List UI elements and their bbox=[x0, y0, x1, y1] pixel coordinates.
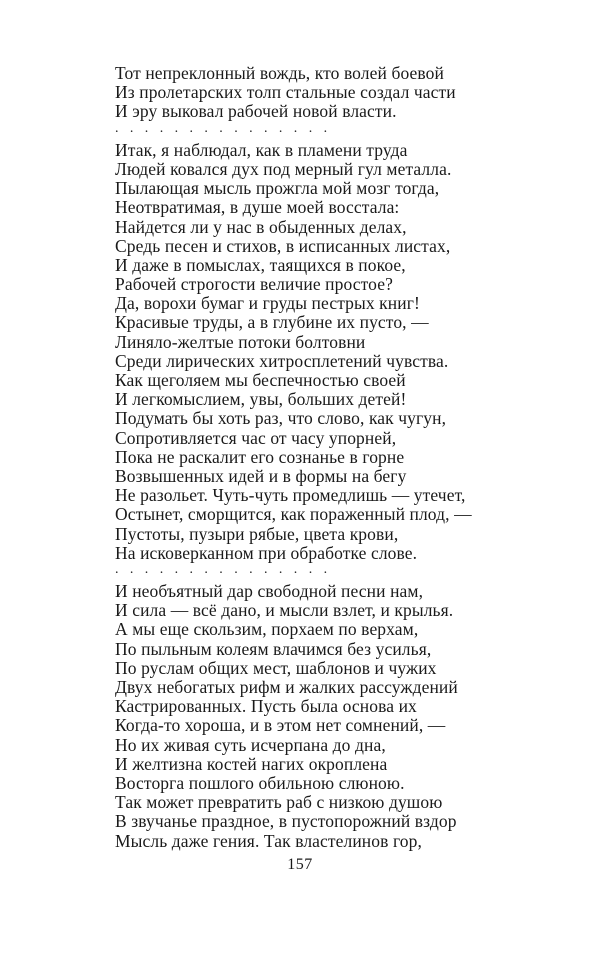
stanza-separator: ............... bbox=[115, 562, 339, 577]
page-number: 157 bbox=[287, 856, 313, 873]
poem-line: На исковерканном при обработке слове. bbox=[115, 542, 418, 563]
poem-line: Линяло-желтые потоки болтовни bbox=[115, 331, 366, 352]
poem-line: Но их живая суть исчерпана до дна, bbox=[115, 734, 386, 755]
poem-line: Красивые труды, а в глубине их пусто, — bbox=[115, 312, 429, 333]
poem-line: Когда-то хороша, и в этом нет сомнений, — bbox=[115, 715, 446, 736]
poem-line: Мысль даже гения. Так властелинов гор, bbox=[115, 830, 422, 851]
poem-line: Найдется ли у нас в обыденных делах, bbox=[115, 216, 407, 237]
poem-line: Неотвратимая, в душе моей восстала: bbox=[115, 197, 400, 218]
poem-line: Сопротивляется час от часу упорней, bbox=[115, 427, 397, 448]
poem-line: Итак, я наблюдал, как в пламени труда bbox=[115, 139, 408, 160]
poem-line: И легкомыслием, увы, больших детей! bbox=[115, 389, 407, 410]
poem-line: Тот непреклонный вождь, кто волей боевой bbox=[115, 63, 444, 83]
poem-line: Пока не раскалит его сознанье в горне bbox=[115, 446, 405, 467]
poem-line: Возвышенных идей и в формы на бегу bbox=[115, 465, 407, 486]
poem-line: И даже в помыслах, таящихся в покое, bbox=[115, 254, 406, 275]
poem-line: Средь песен и стихов, в исписанных листах, bbox=[115, 235, 451, 256]
poem-line: Двух небогатых рифм и жалких рассуждений bbox=[115, 677, 458, 697]
poem-line: Подумать бы хоть раз, что слово, как чугун, bbox=[115, 408, 447, 429]
stanza-3 bbox=[115, 582, 515, 851]
poem-line: А мы еще скользим, порхаем по верхам, bbox=[115, 619, 419, 640]
stanza-2 bbox=[115, 141, 515, 563]
poem-line: Как щеголяем мы беспечностью своей bbox=[115, 370, 406, 390]
poem-line: Пустоты, пузыри рябые, цвета крови, bbox=[115, 523, 399, 544]
poem-text bbox=[115, 64, 515, 851]
poem-line: И эру выковал рабочей новой власти. bbox=[115, 101, 397, 122]
poem-line: Да, ворохи бумаг и груды пестрых книг! bbox=[115, 293, 420, 314]
poem-line: По руслам общих мест, шаблонов и чужих bbox=[115, 657, 437, 678]
poem-line: Из пролетарских толп стальные создал части bbox=[115, 82, 456, 103]
poem-line: Рабочей строгости величие простое? bbox=[115, 274, 393, 295]
poem-line: Среди лирических хитросплетений чувства. bbox=[115, 350, 449, 371]
poem-line: И необъятный дар свободной песни нам, bbox=[115, 581, 424, 602]
poem-line: В звучанье праздное, в пустопорожний вздор bbox=[115, 811, 457, 832]
poem-line: Так может превратить раб с низкою душою bbox=[115, 792, 443, 813]
poem-line: Не разольет. Чуть-чуть промедлишь — утечет, bbox=[115, 485, 466, 506]
poem-line: И сила — всё дано, и мысли взлет, и крылья. bbox=[115, 600, 454, 621]
poem-line: Остынет, сморщится, как пораженный плод, — bbox=[115, 504, 472, 525]
poem-line: Кастрированных. Пусть была основа их bbox=[115, 696, 417, 717]
poem-line: Пылающая мысль прожгла мой мозг тогда, bbox=[115, 178, 440, 199]
poem-line: Людей ковался дух под мерный гул металла. bbox=[115, 158, 452, 179]
poem-line: И желтизна костей нагих окроплена bbox=[115, 753, 388, 774]
poem-line: По пыльным колеям влачимся без усилья, bbox=[115, 638, 432, 659]
stanza-separator: ............... bbox=[115, 121, 339, 136]
poem-line: Восторга пошлого обильною слюною. bbox=[115, 772, 405, 793]
stanza-1 bbox=[115, 64, 515, 122]
